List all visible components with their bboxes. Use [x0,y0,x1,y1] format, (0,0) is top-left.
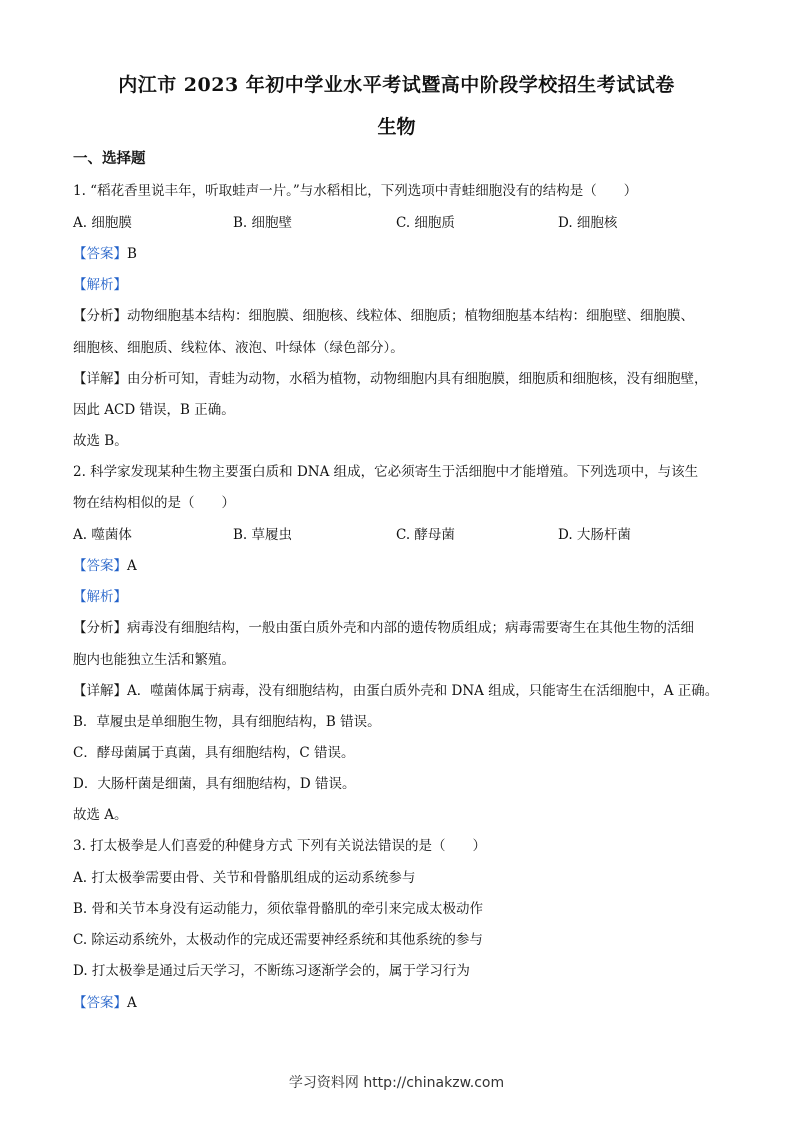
answer-value: B [127,246,137,262]
fenxi-tag: 【分析】 [73,620,127,636]
q2-option-c: C. 酵母菌 [396,527,455,543]
q1-option-c: C. 细胞质 [396,215,455,231]
xiangjie-tag: 【详解】 [73,371,127,387]
xiangjie-text: 由分析可知，青蛙为动物，水稻为植物，动物细胞内具有细胞膜，细胞质和细胞核，没有细胞壁， [127,371,708,387]
answer-tag: 【答案】 [73,246,127,262]
q1-stem: 1. “稻花香里说丰年，听取蛙声一片。”与水稻相比，下列选项中青蛙细胞没有的结构是（ ） [73,183,638,199]
q1-option-b: B. 细胞壁 [233,215,293,231]
q1-xiangjie-line1 [73,370,708,388]
q1-fenxi-line1 [73,307,694,325]
answer-value: A [127,558,137,574]
q1-option-a: A. 细胞膜 [73,215,132,231]
q3-stem: 3. 打太极拳是人们喜爱的种健身方式 下列有关说法错误的是（ ） [73,838,486,854]
answer-tag: 【答案】 [73,995,127,1011]
q2-fenxi-line1 [73,619,694,637]
xiangjie-tag: 【详解】 [73,683,127,699]
fenxi-tag: 【分析】 [73,308,127,324]
q2-option-b: B. 草履虫 [233,527,293,543]
q2-option-a: A. 噬菌体 [73,527,132,543]
q2-analysis-tag: 【解析】 [73,589,127,605]
q1-xiangjie-line2: 因此 ACD 错误，B 正确。 [73,402,235,418]
answer-tag: 【答案】 [73,558,127,574]
page-title: 内江市 2023 年初中学业水平考试暨高中阶段学校招生考试试卷 [118,74,675,96]
q3-option-a: A. 打太极拳需要由骨、关节和骨骼肌组成的运动系统参与 [73,870,416,886]
answer-value: A [127,995,137,1011]
q2-stem-line2: 物在结构相似的是（ ） [73,495,235,511]
q1-option-d: D. 细胞核 [558,215,618,231]
q1-answer [73,245,137,263]
q3-option-b: B. 骨和关节本身没有运动能力，须依靠骨骼肌的牵引来完成太极动作 [73,901,484,917]
q2-xiangjie-line1 [73,682,718,700]
q1-conclusion: 故选 B。 [73,433,128,449]
q2-xiangjie-b: B．草履虫是单细胞生物，具有细胞结构，B 错误。 [73,714,381,730]
q2-xiangjie-d: D．大肠杆菌是细菌，具有细胞结构，D 错误。 [73,776,356,792]
q1-fenxi-line2: 细胞核、细胞质、线粒体、液泡、叶绿体（绿色部分）。 [73,340,404,356]
q3-answer [73,994,137,1012]
q3-option-c: C. 除运动系统外，太极动作的完成还需要神经系统和其他系统的参与 [73,932,483,948]
section-heading: 一、选择题 [73,150,146,167]
q2-xiangjie-c: C．酵母菌属于真菌，具有细胞结构，C 错误。 [73,745,355,761]
q2-conclusion: 故选 A。 [73,807,128,823]
q1-analysis-tag: 【解析】 [73,277,127,293]
footer-watermark: 学习资料网 http://chinakzw.com [288,1075,505,1091]
q2-answer [73,557,137,575]
q2-fenxi-line2: 胞内也能独立生活和繁殖。 [73,652,235,668]
fenxi-text: 病毒没有细胞结构，一般由蛋白质外壳和内部的遗传物质组成；病毒需要寄生在其他生物的活细 [127,620,694,636]
q2-option-d: D. 大肠杆菌 [558,527,631,543]
xiangjie-text: A．噬菌体属于病毒，没有细胞结构，由蛋白质外壳和 DNA 组成，只能寄生在活细胞中，A 正确。 [127,683,719,699]
q3-option-d: D. 打太极拳是通过后天学习，不断练习逐渐学会的，属于学习行为 [73,963,470,979]
fenxi-text: 动物细胞基本结构：细胞膜、细胞核、线粒体、细胞质；植物细胞基本结构：细胞壁、细胞膜、 [127,308,694,324]
page-subtitle: 生物 [377,116,416,138]
q2-stem-line1: 2. 科学家发现某种生物主要蛋白质和 DNA 组成，它必须寄生于活细胞中才能增殖。下列选项中，与该生 [73,464,699,480]
